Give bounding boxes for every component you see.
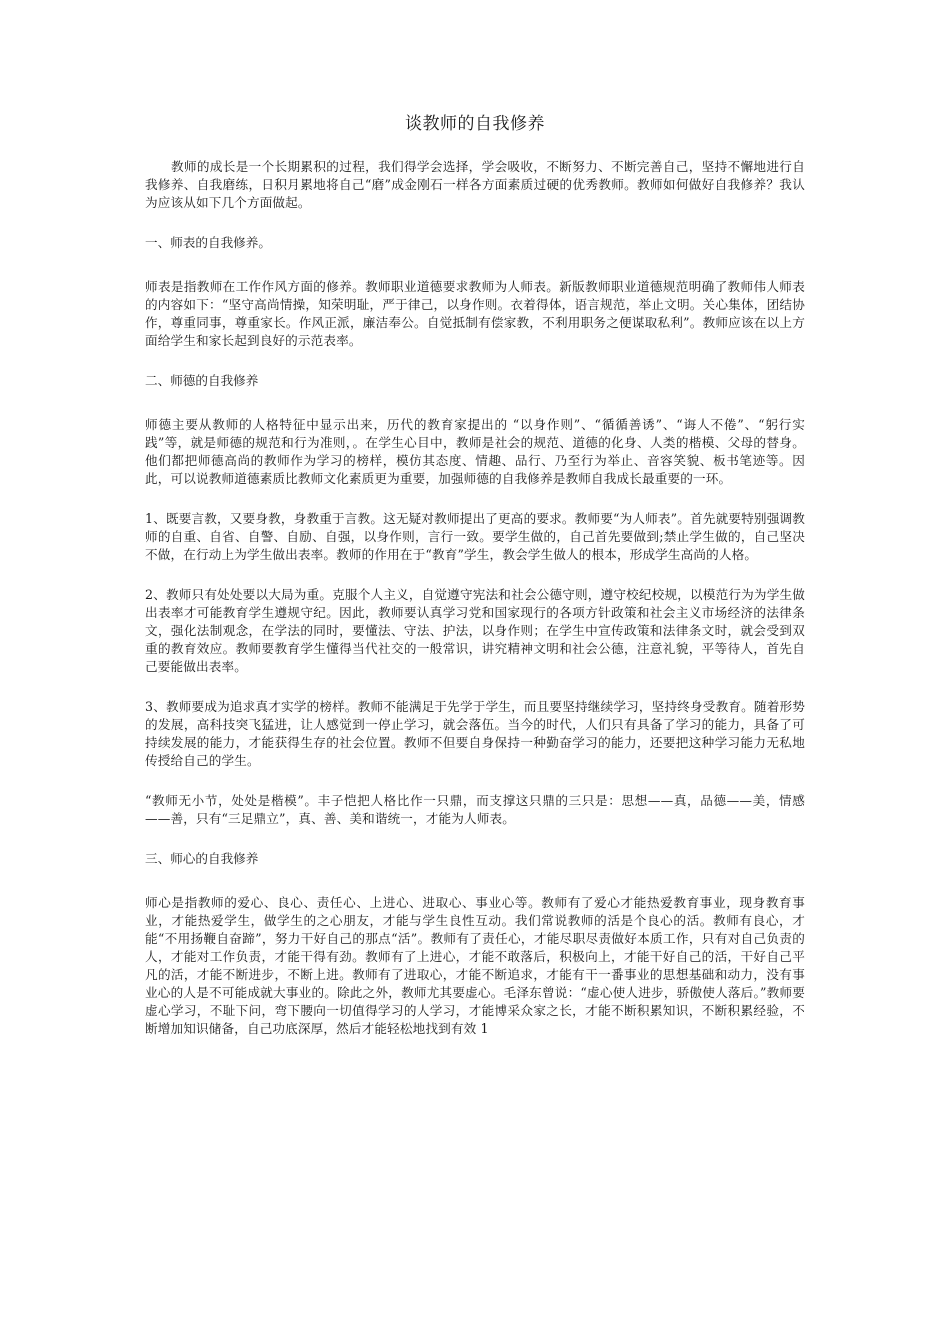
point2-paragraph: 2、教师只有处处要以大局为重。克服个人主义，自觉遵守宪法和社会公德守则，遵守校纪校规，以模范行为为学生做出表率才可能教育学生遵规守纪。因此，教师要认真学习党和国家现行的各项方针政策和社会主义市场经济的法律条文，强化法制观念，在学法的同时，要懂法、守法、护法，以身作则；在学生中宣传政策和法律条文时，就会受到双重的教育效应。教师要教育学生懂得当代社交的一般常识，讲究精神文明和社会公德，注意礼貌，平等待人，首先自己要能做出表率。 [145,587,805,674]
spacer [145,676,805,698]
section2-paragraph: 师德主要从教师的人格特征中显示出来，历代的教育家提出的 “以身作则”、“循循善诱”、“诲人不倦”、“躬行实践”等，就是师德的规范和行为准则，。在学生心目中，教师是社会的规范、道德的化身、人类的楷模、父母的替身。他们都把师德高尚的教师作为学习的榜样，模仿其态度、情趣、品行、乃至行为举止、音容笑貌、板书笔迹等。因此，可以说教师道德素质比教师文化素质更为重要，加强师德的自我修养是教师自我成长最重要的一环。 [145,417,805,486]
section1-paragraph: 师表是指教师在工作作风方面的修养。教师职业道德要求教师为人师表。新版教师职业道德规范明确了教师伟人师表的内容如下：“坚守高尚情操，知荣明耻，严于律己，以身作则。衣着得体，语言规范，举止文明。关心集体，团结协作，尊重同事，尊重家长。作风正派，廉洁奉公。自觉抵制有偿家教，不利用职务之便谋取私利”。教师应该在以上方面给学生和家长起到良好的示范表率。 [145,279,805,348]
section3-heading: 三、师心的自我修养 [145,851,259,866]
point1-paragraph: 1、既要言教，又要身教，身教重于言教。这无疑对教师提出了更高的要求。教师要“为人师表”。首先就要特别强调教师的自重、自省、自警、自励、自强，以身作则，言行一致。要学生做的，自己首先要做到;禁止学生做的，自己坚决不做，在行动上为学生做出表率。教师的作用在于“教育”学生，教会学生做人的根本，形成学生高尚的人格。 [145,511,805,562]
spacer [145,252,805,278]
quote-paragraph: “教师无小节，处处是楷模”。丰子恺把人格比作一只鼎，而支撑这只鼎的三只是：思想——真，品德——美，情感——善，只有“三足鼎立”，真、善、美和谐统一，才能为人师表。 [145,793,805,826]
spacer [145,770,805,792]
spacer [145,390,805,416]
spacer [145,828,805,850]
section1-heading: 一、师表的自我修养。 [145,235,271,250]
spacer [145,212,805,234]
intro-paragraph: 教师的成长是一个长期累积的过程，我们得学会选择，学会吸收，不断努力、不断完善自己，坚持不懈地进行自我修养、自我磨练，日积月累地将自己“磨”成金刚石一样各方面素质过硬的优秀教师。教师如何做好自我修养？我认为应该从如下几个方面做起。 [145,159,805,210]
spacer [145,564,805,586]
section3-paragraph: 师心是指教师的爱心、良心、责任心、上进心、进取心、事业心等。教师有了爱心才能热爱教育事业，现身教育事业，才能热爱学生，做学生的之心朋友，才能与学生良性互动。我们常说教师的活是个良心的活。教师有良心，才能“不用扬鞭自奋蹄”，努力干好自己的那点“活”。教师有了责任心，才能尽职尽责做好本质工作，只有对自己负责的人，才能对工作负责，才能干得有劲。教师有了上进心，才能不敢落后，积极向上，才能干好自己的活，干好自己平凡的活，才能不断进步，不断上进。教师有了进取心，才能不断追求，才能有干一番事业的思想基础和动力，没有事业心的人是不可能成就大事业的。除此之外，教师尤其要虚心。毛泽东曾说：“虚心使人进步，骄傲使人落后。”教师要虚心学习，不耻下问，弯下腰向一切值得学习的人学习，才能博采众家之长，才能不断积累知识，不断积累经验，不断增加知识储备，自己功底深厚，然后才能轻松地找到有效 1 [145,895,805,1036]
spacer [145,350,805,372]
document-title: 谈教师的自我修养 [405,114,545,134]
section2-heading: 二、师德的自我修养 [145,373,259,388]
spacer [145,868,805,894]
document-content [145,112,805,1038]
point3-paragraph: 3、教师要成为追求真才实学的榜样。教师不能满足于先学于学生，而且要坚持继续学习，坚持终身受教育。随着形势的发展，高科技突飞猛进，让人感觉到一停止学习，就会落伍。当今的时代，人们只有具备了学习的能力，具备了可持续发展的能力，才能获得生存的社会位置。教师不但要自身保持一种勤奋学习的能力，还要把这种学习能力无私地传授给自己的学生。 [145,699,805,768]
spacer [145,488,805,510]
